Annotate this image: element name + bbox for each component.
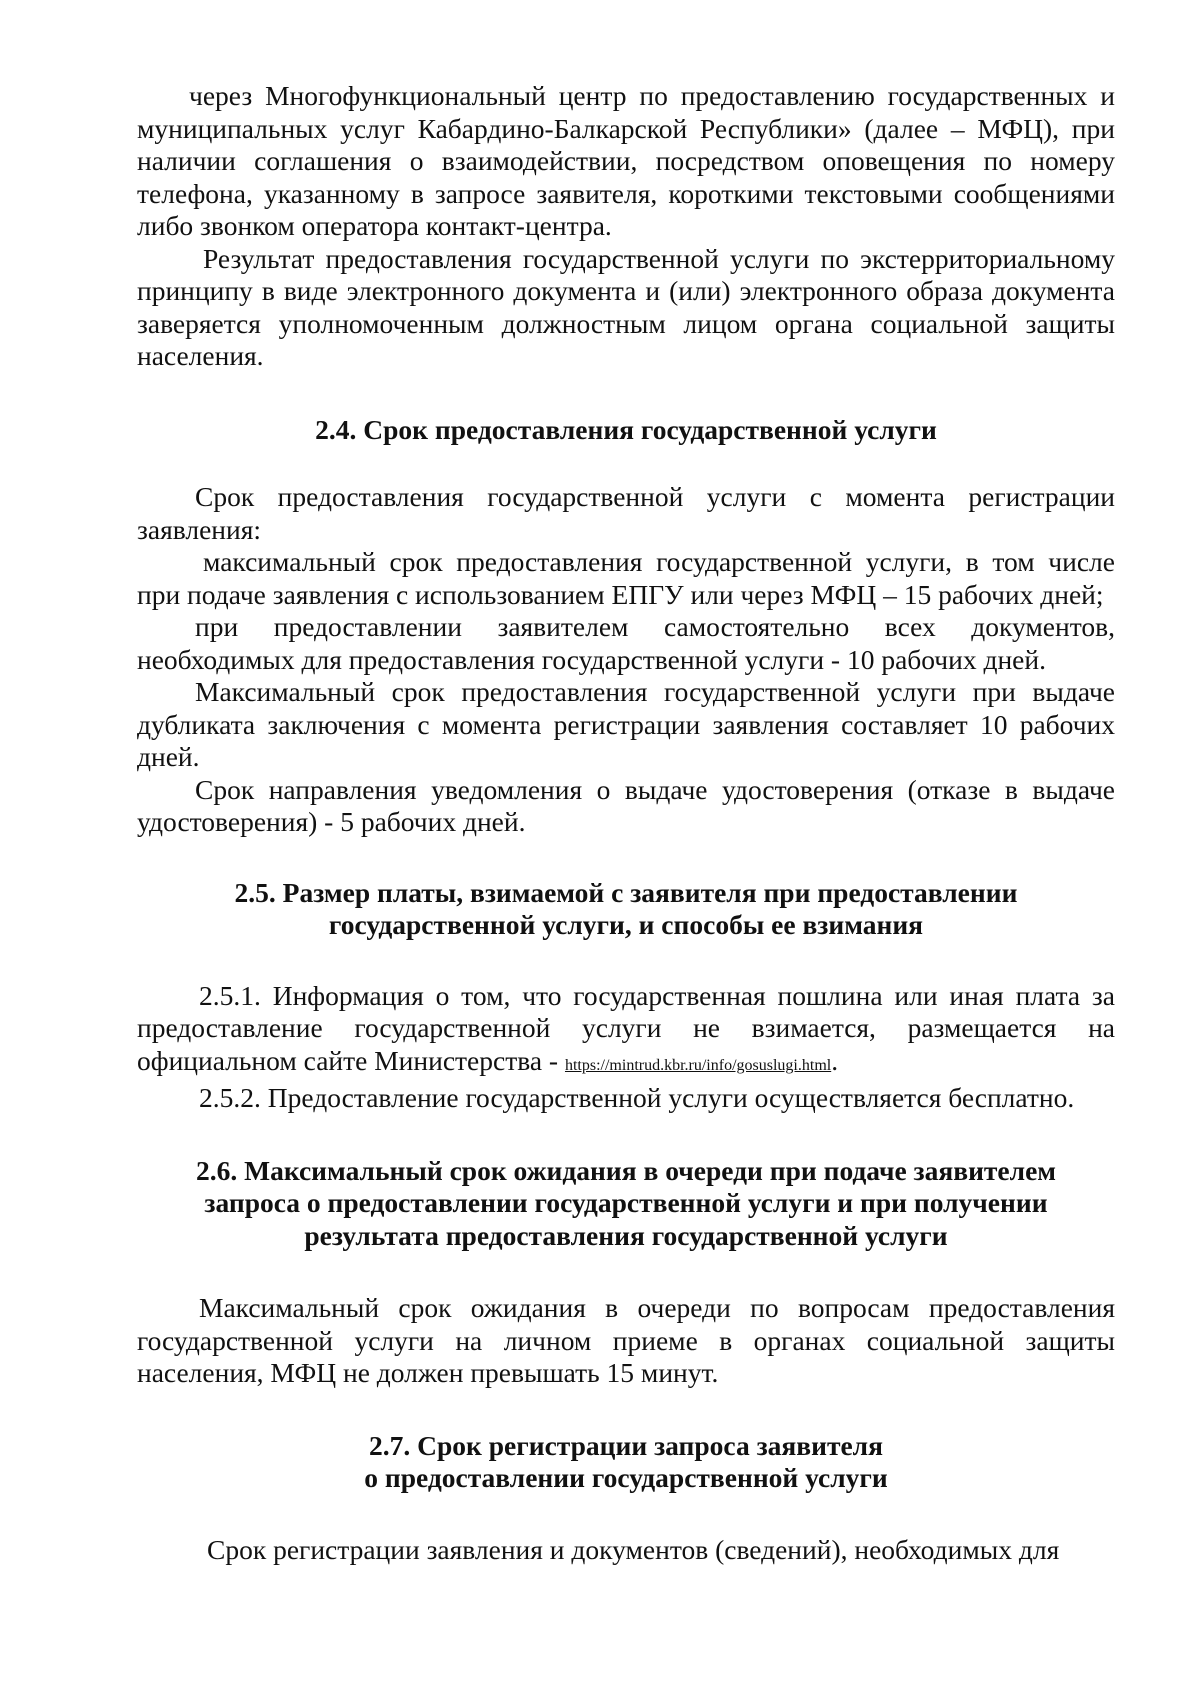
section-heading-2-6 — [137, 1155, 1115, 1253]
section-heading-2-7-line2: о предоставлении государственной услуги — [364, 1462, 888, 1493]
paragraph-2-5-1-end: . — [831, 1044, 839, 1076]
section-heading-2-6-line3: результата предоставления государственной услуги — [304, 1219, 948, 1251]
ministry-website-link[interactable]: https://mintrud.kbr.ru/info/gosuslugi.html — [564, 1056, 832, 1074]
paragraph-registration-term: Срок регистрации заявления и документов (сведений), необходимых для — [207, 1533, 1060, 1565]
section-heading-2-5-line2: государственной услуги, и способы ее взимания — [328, 909, 924, 940]
paragraph-2-5-1 — [137, 980, 1115, 1083]
paragraph-mfc-notification: через Многофункциональный центр по предоставлению государственных и муниципальных услуг Кабардино-Балкарской Республики» (далее – МФЦ), при наличии соглашения о взаимодействии, посредством оповещения по номеру телефона, указанному в запросе заявителя, короткими текстовыми сообщениями либо звонком оператора контакт-центра. — [137, 80, 1115, 241]
section-heading-2-7 — [137, 1430, 1115, 1495]
section-heading-2-7-line1: 2.7. Срок регистрации запроса заявителя — [369, 1429, 883, 1461]
section-heading-2-4: 2.4. Срок предоставления государственной услуги — [315, 413, 937, 445]
section-heading-2-5-line1: 2.5. Размер платы, взимаемой с заявителя при предоставлении — [234, 876, 1018, 908]
paragraph-queue-wait: Максимальный срок ожидания в очереди по вопросам предоставления государственной услуги на личном приеме в органах социальной защиты населения, МФЦ не должен превышать 15 минут. — [137, 1292, 1115, 1388]
section-heading-2-6-line1: 2.6. Максимальный срок ожидания в очереди при подаче заявителем — [195, 1154, 1057, 1186]
paragraph-self-submission: при предоставлении заявителем самостоятельно всех документов, необходимых для предоставления государственной услуги - 10 рабочих дней. — [137, 611, 1115, 675]
section-heading-2-6-line2: запроса о предоставлении государственной услуги и при получении — [204, 1187, 1048, 1218]
paragraph-notification-term: Срок направления уведомления о выдаче удостоверения (отказе в выдаче удостоверения) - 5 рабочих дней. — [137, 773, 1115, 837]
paragraph-duplicate-term: Максимальный срок предоставления государственной услуги при выдаче дубликата заключения с момента регистрации заявления составляет 10 рабочих дней. — [137, 676, 1115, 772]
paragraph-2-5-2: 2.5.2. Предоставление государственной услуги осуществляется бесплатно. — [199, 1082, 1075, 1113]
section-heading-2-5 — [137, 877, 1115, 942]
paragraph-term-intro: Срок предоставления государственной услуги с момента регистрации заявления: — [137, 481, 1115, 545]
document-body — [137, 80, 1115, 1566]
paragraph-2-5-1-text: 2.5.1. Информация о том, что государственная пошлина или иная плата за предоставление государственной услуги не взимается, размещается на официальном сайте Министерства - — [137, 979, 1115, 1076]
paragraph-max-term: максимальный срок предоставления государственной услуги, в том числе при подаче заявления с использованием ЕПГУ или через МФЦ – 15 рабочих дней; — [137, 546, 1115, 610]
paragraph-result-extraterritorial: Результат предоставления государственной услуги по экстерриториальному принципу в виде электронного документа и (или) электронного образа документа заверяется уполномоченным должностным лицом органа социальной защиты населения. — [137, 242, 1115, 371]
